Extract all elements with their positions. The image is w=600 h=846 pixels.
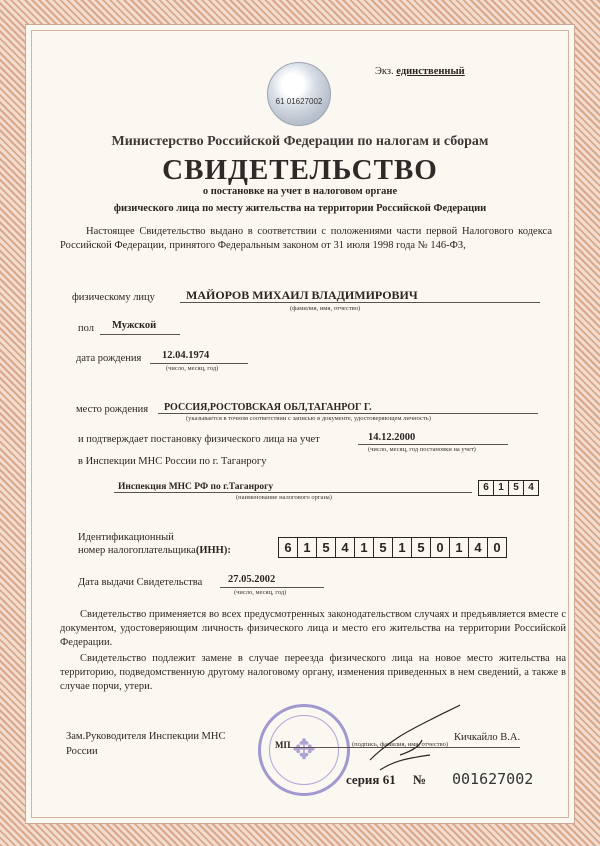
inn-digit: 4: [469, 538, 488, 557]
signatory-position-1: Зам.Руководителя Инспекции МНС: [66, 731, 226, 742]
stamp-place-mark: МП: [275, 740, 291, 750]
usage-paragraph: Свидетельство применяется во всех предусмотренных законодательством случаях и предъявляется вместе с документом, удостоверяющим личность физического лица и место его жительства на территории Российской Федерации.: [60, 609, 566, 648]
registration-label: и подтверждает постановку физического лица на учет: [78, 434, 320, 445]
copy-value: единственный: [396, 66, 465, 77]
registration-caption: (число, месяц, год постановки на учет): [368, 446, 476, 453]
person-name: МАЙОРОВ МИХАИЛ ВЛАДИМИРОВИЧ: [186, 288, 418, 302]
inn-digit: 5: [374, 538, 393, 557]
birth-date-underline: [150, 363, 248, 364]
hologram-number: 61 01627002: [275, 97, 323, 106]
inn-label-1: Идентификационный: [78, 532, 174, 543]
birth-place-underline: [158, 413, 538, 414]
inn-digit: 1: [298, 538, 317, 557]
issue-date-label: Дата выдачи Свидетельства: [78, 577, 203, 588]
issue-date-caption: (число, месяц, год): [234, 589, 287, 596]
code-digit: 5: [509, 481, 524, 495]
person-caption: (фамилия, имя, отчество): [290, 305, 361, 312]
signature-caption: (подпись, фамилия, имя, отчество): [352, 741, 449, 748]
official-stamp: [258, 704, 350, 796]
birth-place-caption: (указывается в точном соответствии с записью в документе, удостоверяющем личность): [186, 415, 431, 422]
subtitle-1: о постановке на учет в налоговом органе: [202, 186, 398, 197]
birth-place-value: РОССИЯ,РОСТОВСКАЯ ОБЛ,ТАГАНРОГ Г.: [164, 402, 372, 413]
inn-digit: 1: [355, 538, 374, 557]
issue-date-underline: [220, 587, 324, 588]
serial-no-sign: №: [412, 772, 427, 787]
hologram-seal: [267, 62, 331, 126]
coat-of-arms-icon: ✥: [292, 735, 316, 766]
code-digit: 4: [528, 482, 534, 493]
inn-digit: 0: [431, 538, 450, 557]
inn-label-3: (ИНН):: [195, 545, 231, 556]
gender-value: Мужской: [112, 320, 157, 331]
birth-date-caption: (число, месяц, год): [166, 365, 219, 372]
gender-underline: [100, 334, 180, 335]
inn-digit: 4: [336, 538, 355, 557]
replacement-paragraph: Свидетельство подлежит замене в случае переезда физического лица на новое место жительства на территорию, подведомственную другому налоговому органу, изменения приведенных в нем сведений, а также в случае порчи, утери.: [60, 653, 566, 692]
birth-date-value: 12.04.1974: [162, 350, 210, 361]
serial-number: 001627002: [452, 770, 534, 788]
copy-line: [375, 66, 465, 77]
inn-digit: 1: [450, 538, 469, 557]
inn-digit: 5: [317, 538, 336, 557]
birth-place-label: место рождения: [76, 404, 149, 415]
signature-scribble: [360, 700, 470, 780]
inspection-code: [478, 480, 539, 496]
gender-label: пол: [78, 323, 94, 334]
inn-digit: 5: [412, 538, 431, 557]
inn-digit: 0: [493, 540, 501, 555]
person-label: физическому лицу: [72, 292, 155, 303]
signatory-name: Кичкайло В.А.: [454, 732, 521, 743]
registration-date: 14.12.2000: [368, 432, 416, 443]
code-digit: 1: [494, 481, 509, 495]
issue-date-value: 27.05.2002: [228, 574, 276, 585]
signatory-position-2: России: [66, 746, 98, 757]
ministry-heading: Министерство Российской Федерации по налогам и сборам: [111, 134, 489, 149]
inn-label-2: [78, 545, 231, 556]
code-digit: 6: [479, 481, 494, 495]
inspection-name: Инспекция МНС РФ по г.Таганрогу: [118, 482, 274, 492]
document-title: СВИДЕТЕЛЬСТВО: [162, 154, 438, 186]
inn-number: [278, 537, 507, 558]
serial-label-text: серия: [346, 772, 380, 787]
serial-label: [346, 772, 426, 788]
birth-date-label: дата рождения: [76, 353, 142, 364]
intro-paragraph: Настоящее Свидетельство выдано в соответствии с положениями части первой Налогового кодекса Российской Федерации, принятого Федеральным законом от 31 июля 1998 года № 146-ФЗ,: [60, 226, 552, 251]
inspection-underline: [114, 492, 472, 493]
inn-label-2-text: номер налогоплательщика: [78, 545, 196, 556]
copy-label: Экз.: [375, 66, 394, 77]
serial-series: 61: [382, 772, 396, 787]
subtitle-2: физического лица по месту жительства на территории Российской Федерации: [113, 203, 487, 214]
inspection-caption: (наименование налогового органа): [236, 494, 332, 501]
inspection-label: в Инспекции МНС России по г. Таганрогу: [78, 456, 267, 467]
inn-digit: 1: [393, 538, 412, 557]
registration-underline: [358, 444, 508, 445]
person-underline: [180, 302, 540, 303]
inn-digit: 6: [279, 538, 298, 557]
